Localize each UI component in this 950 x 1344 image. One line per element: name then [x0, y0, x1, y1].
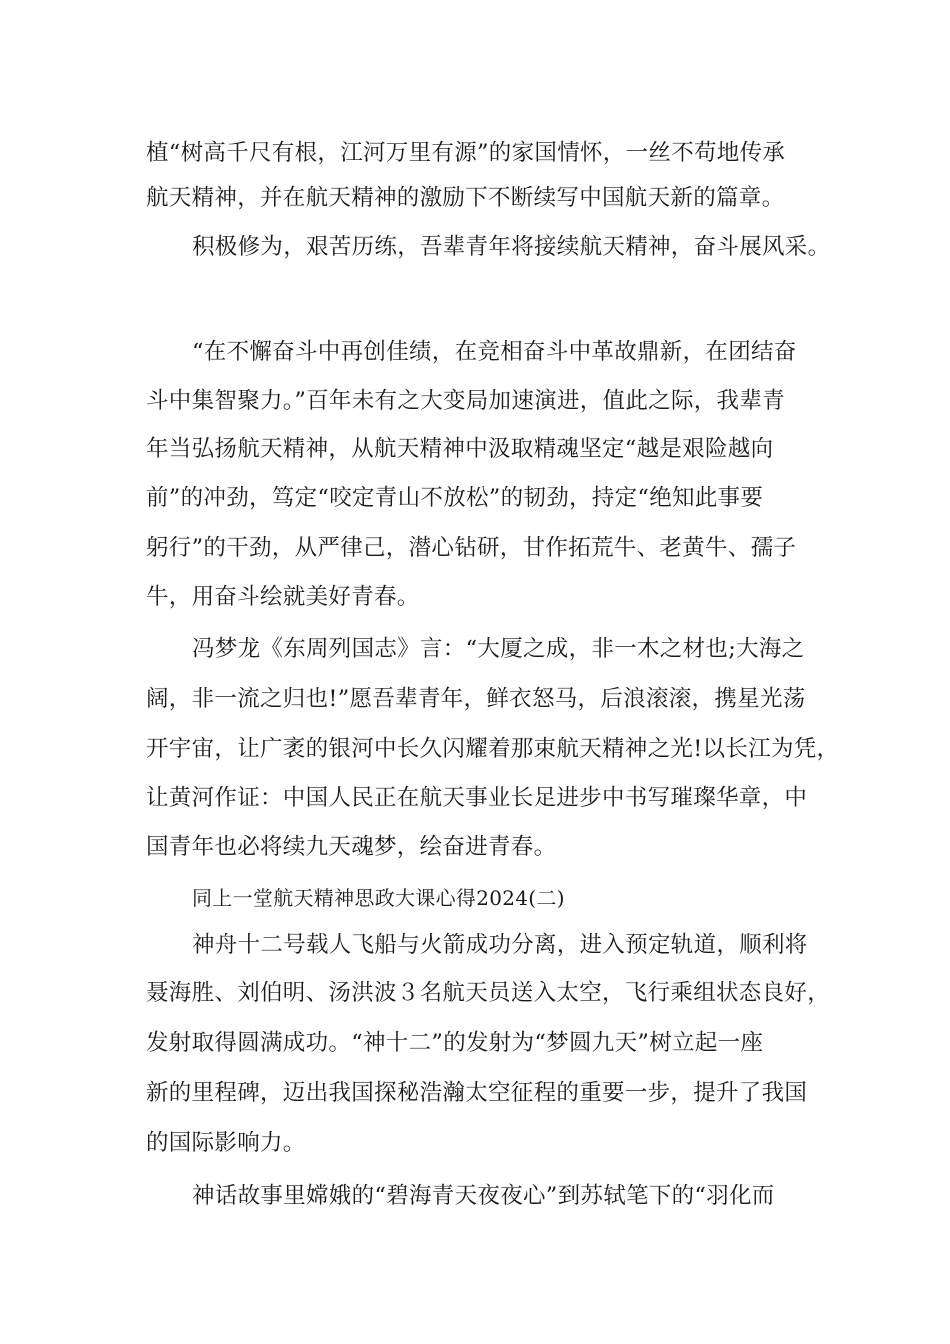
text-line: 航天精神，并在航天精神的激励下不断续写中国航天新的篇章。	[146, 185, 785, 211]
text-line: 发射取得圆满成功。“神十二”的发射为“梦圆九天”树立起一座	[146, 1030, 764, 1056]
text-line: 让黄河作证：中国人民正在航天事业长足进步中书写璀璨华章，中	[146, 785, 808, 811]
text-line: 神舟十二号载人飞船与火箭成功分离，进入预定轨道，顺利将	[192, 932, 808, 958]
text-line: 开宇宙，让广袤的银河中长久闪耀着那束航天精神之光!以长江为凭，	[146, 736, 840, 762]
text-line: 前”的冲劲，笃定“咬定青山不放松”的韧劲，持定“绝知此事要	[146, 485, 764, 511]
text-line: 植“树高千尺有根，江河万里有源”的家国情怀，一丝不苟地传承	[146, 140, 786, 166]
text-line: 冯梦龙《东周列国志》言：“大厦之成，非一木之材也;大海之	[192, 636, 805, 662]
text-line: 积极修为，艰苦历练，吾辈青年将接续航天精神，奋斗展风采。	[192, 234, 831, 260]
text-line: 年当弘扬航天精神，从航天精神中汲取精魂坚定“越是艰险越向	[146, 436, 774, 462]
text-line: “在不懈奋斗中再创佳绩，在竞相奋斗中革故鼎新，在团结奋	[192, 339, 797, 365]
text-line: 神话故事里嫦娥的“碧海青天夜夜心”到苏轼笔下的“羽化而	[192, 1183, 775, 1209]
text-line: 的国际影响力。	[146, 1130, 306, 1156]
text-line: 阔，非一流之归也!”愿吾辈青年，鲜衣怒马，后浪滚滚，携星光荡	[146, 686, 806, 712]
text-line: 国青年也必将续九天魂梦，绘奋进青春。	[146, 834, 557, 860]
text-line: 斗中集智聚力。”百年未有之大变局加速演进，值此之际，我辈青	[146, 388, 785, 414]
text-line: 躬行”的干劲，从严律己，潜心钻研，甘作拓荒牛、老黄牛、孺子	[146, 535, 797, 561]
text-line: 聂海胜、刘伯明、汤洪波３名航天员送入太空，飞行乘组状态良好，	[146, 980, 831, 1006]
section-heading: 同上一堂航天精神思政大课心得2024(二)	[192, 886, 565, 910]
text-line: 新的里程碑，迈出我国探秘浩瀚太空征程的重要一步，提升了我国	[146, 1080, 808, 1106]
text-line: 牛，用奋斗绘就美好青春。	[146, 584, 420, 610]
